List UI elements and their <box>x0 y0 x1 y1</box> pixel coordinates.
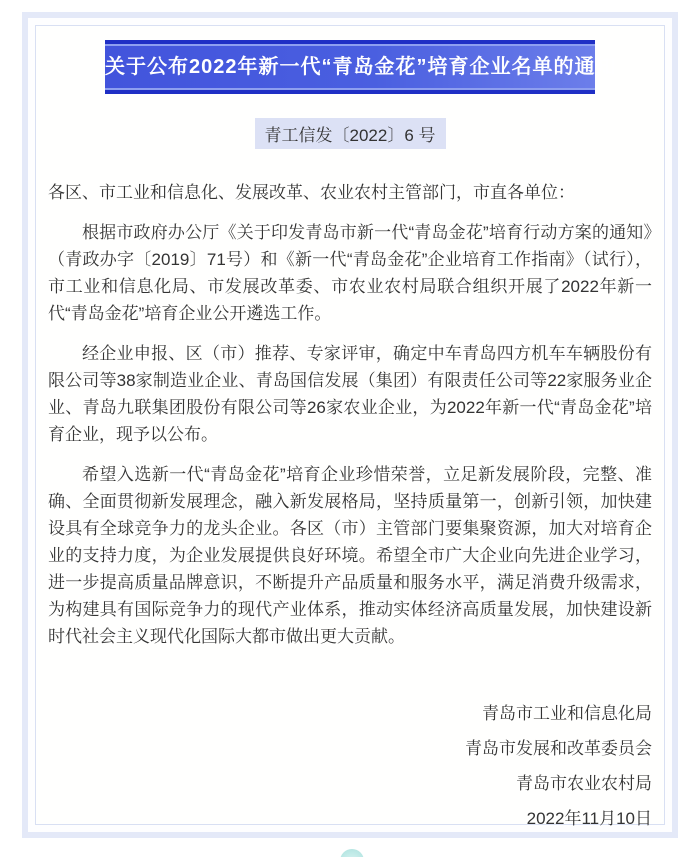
paragraph-3: 希望入选新一代“青岛金花”培育企业珍惜荣誉，立足新发展阶段，完整、准确、全面贯彻新发展理念，融入新发展格局，坚持质量第一，创新引领，加快建设具有全球竞争力的龙头企业。各区（市）主管部门要集聚资源，加大对培育企业的支持力度，为企业发展提供良好环境。希望全市广大企业向先进企业学习，进一步提高质量品牌意识，不断提升产品质量和服务水平，满足消费升级需求，为构建具有国际竞争力的现代产业体系，推动实体经济高质量发展，加快建设新时代社会主义现代化国际大都市做出更大贡献。 <box>48 465 652 646</box>
salutation: 各区、市工业和信息化、发展改革、农业农村主管部门，市直各单位： <box>48 183 575 202</box>
notice-card <box>22 12 678 838</box>
signature-date: 2022年11月10日 <box>526 809 652 828</box>
notice-card-inner <box>35 25 665 828</box>
doc-number: 青工信发〔2022〕6 号 <box>255 118 446 149</box>
paragraph-1: 根据市政府办公厅《关于印发青岛市新一代“青岛金花”培育行动方案的通知》（青政办字〔2019〕71号）和《新一代“青岛金花”企业培育工作指南》（试行），市工业和信息化局、市发展改革委、市农业农村局联合组织开展了2022年新一代“青岛金花”培育企业公开遴选工作。 <box>48 223 652 323</box>
signature-org-1: 青岛市工业和信息化局 <box>482 704 652 723</box>
doc-number-row <box>48 118 652 149</box>
signature-org-3: 青岛市农业农村局 <box>516 774 652 793</box>
paragraph-2: 经企业申报、区（市）推荐、专家评审，确定中车青岛四方机车车辆股份有限公司等38家制造业企业、青岛国信发展（集团）有限责任公司等22家服务业企业、青岛九联集团股份有限公司等26家农业企业，为2022年新一代“青岛金花”培育企业，现予以公布。 <box>48 344 652 444</box>
signature-block <box>48 696 652 836</box>
signature-org-2: 青岛市发展和改革委员会 <box>465 739 652 758</box>
page-title: 关于公布2022年新一代“青岛金花”培育企业名单的通知 <box>105 46 595 88</box>
back-to-top-button[interactable] <box>340 849 364 857</box>
title-banner-trim <box>105 44 617 90</box>
title-banner <box>105 40 617 94</box>
